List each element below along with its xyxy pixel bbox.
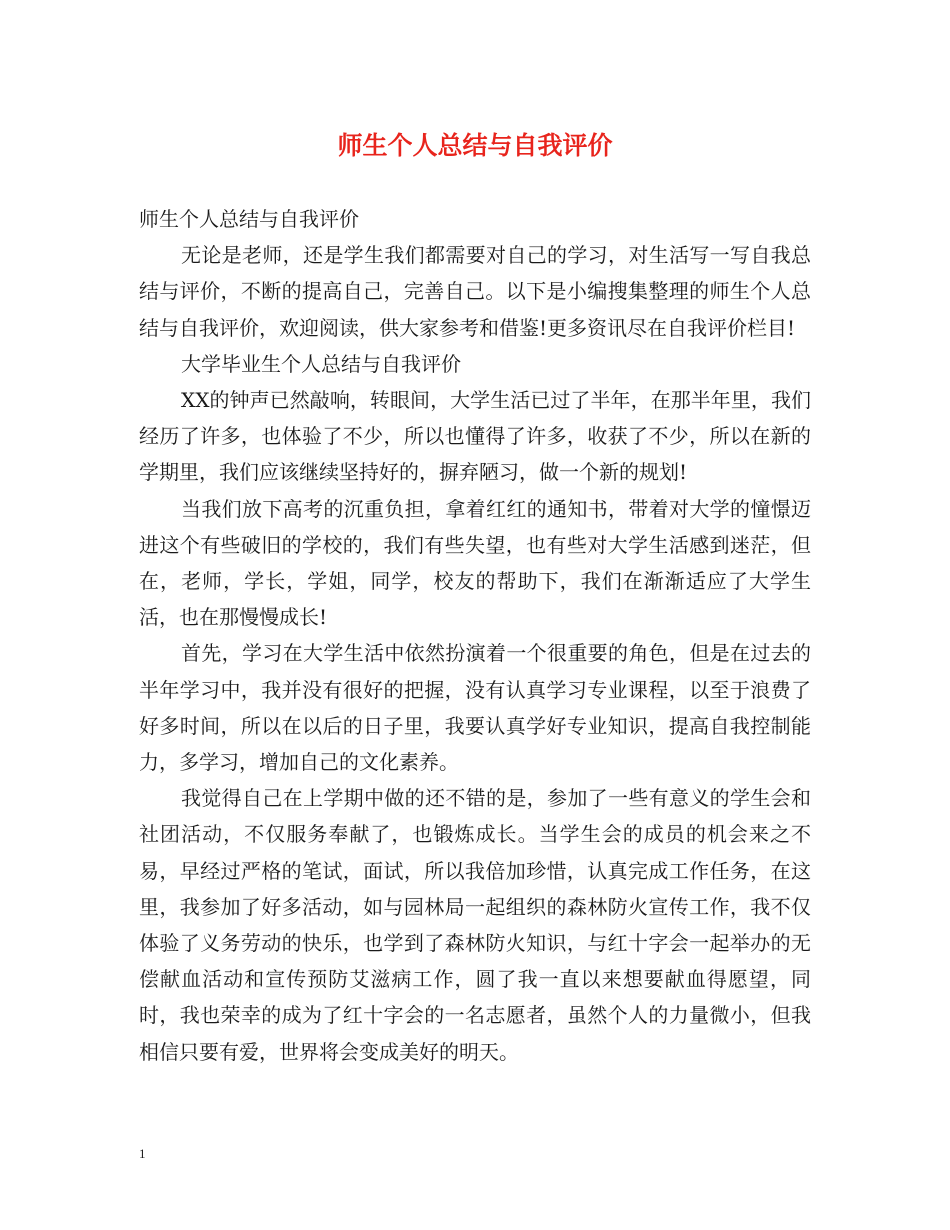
paragraph-activities: 我觉得自己在上学期中做的还不错的是，参加了一些有意义的学生会和社团活动，不仅服务奉献了，也锻炼成长。当学生会的成员的机会来之不易，早经过严格的笔试，面试，所以我倍加珍惜，认真完成工作任务，在这里，我参加了好多活动，如与园林局一起组织的森林防火宣传工作，我不仅体验了义务劳动的快乐，也学到了森林防火知识，与红十字会一起举办的无偿献血活动和宣传预防艾滋病工作，圆了我一直以来想要献血得愿望，同时，我也荣幸的成为了红十字会的一名志愿者，虽然个人的力量微小，但我相信只要有爱，世界将会变成美好的明天。	[139, 786, 811, 1064]
paragraph-intro: 无论是老师，还是学生我们都需要对自己的学习，对生活写一写自我总结与评价，不断的提高自己，完善自己。以下是小编搜集整理的师生个人总结与自我评价，欢迎阅读，供大家参考和借鉴!更多资讯尽在自我评价栏目!	[139, 243, 811, 340]
paragraph-arrival: 当我们放下高考的沉重负担，拿着红红的通知书，带着对大学的憧憬迈进这个有些破旧的学校的，我们有些失望，也有些对大学生活感到迷茫，但在，老师，学长，学姐，同学，校友的帮助下，我们在渐渐适应了大学生活，也在那慢慢成长!	[139, 496, 811, 630]
document-body	[139, 201, 811, 1070]
document-subtitle: 师生个人总结与自我评价	[139, 207, 359, 231]
document-title: 师生个人总结与自我评价	[337, 131, 613, 160]
paragraph-new-term: XX的钟声已然敲响，转眼间，大学生活已过了半年，在那半年里，我们经历了许多，也体验了不少，所以也懂得了许多，收获了不少，所以在新的学期里，我们应该继续坚持好的，摒弃陋习，做一个新的规划!	[139, 388, 811, 485]
page-number: 1	[139, 1146, 146, 1161]
paragraph-study: 首先，学习在大学生活中依然扮演着一个很重要的角色，但是在过去的半年学习中，我并没有很好的把握，没有认真学习专业课程，以至于浪费了好多时间，所以在以后的日子里，我要认真学好专业知识，提高自我控制能力，多学习，增加自己的文化素养。	[139, 641, 811, 775]
section-heading: 大学毕业生个人总结与自我评价	[181, 351, 461, 376]
